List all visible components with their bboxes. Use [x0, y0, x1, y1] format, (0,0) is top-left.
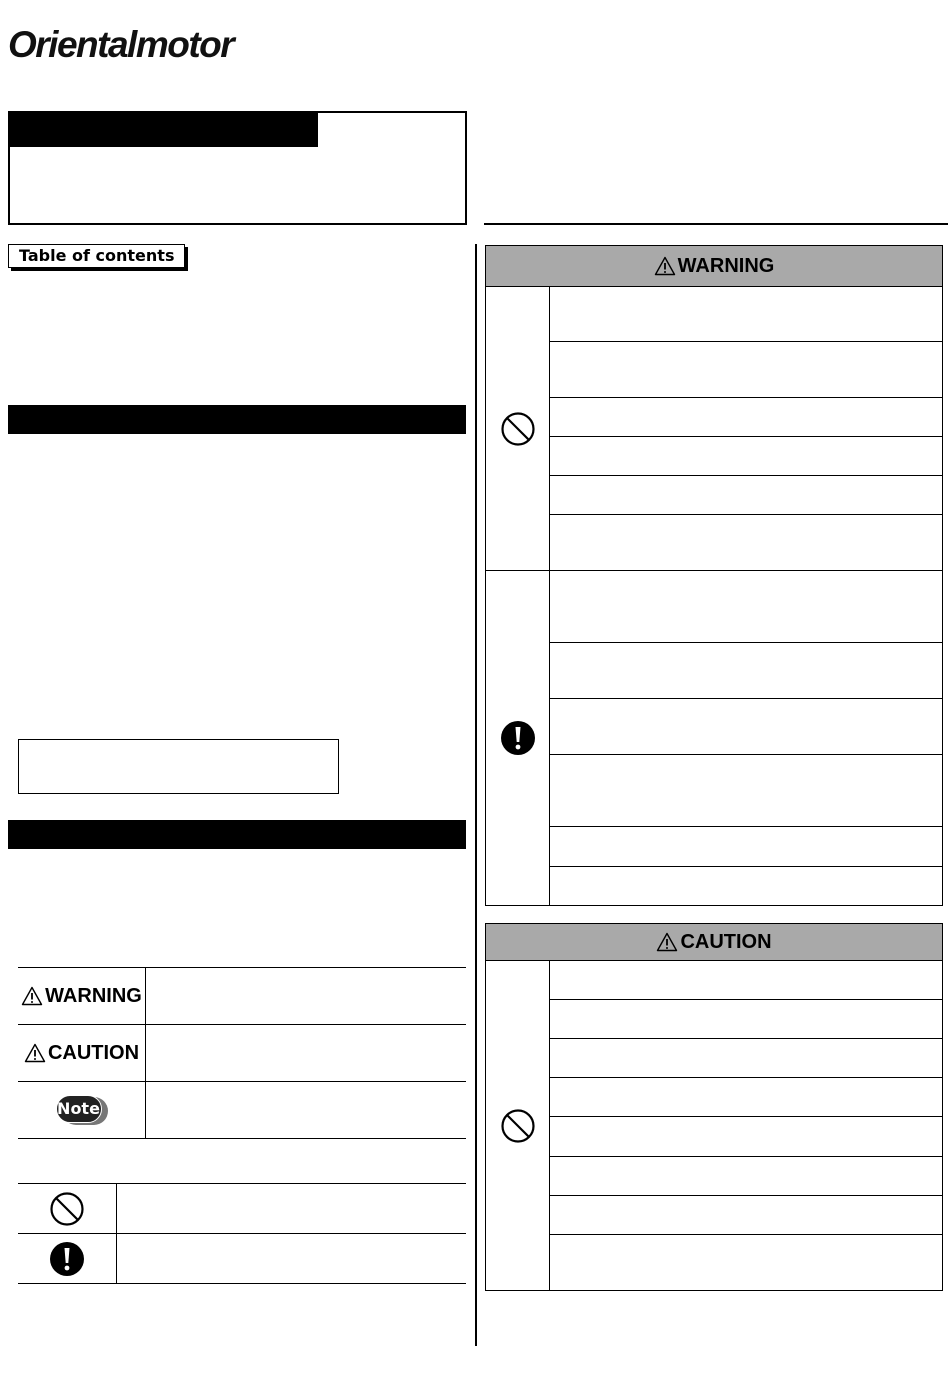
warning-header-label: WARNING — [677, 254, 775, 277]
legend-warning-label: WARNING — [45, 984, 142, 1007]
legend-symbol-cell — [18, 968, 146, 1024]
table-row — [549, 398, 942, 437]
prohibition-icon — [500, 411, 536, 447]
brand-logo: Orientalmotor — [8, 24, 234, 65]
notice-box — [18, 739, 339, 794]
mandatory-exclamation-icon — [500, 720, 536, 756]
legend-symbol-cell — [18, 1025, 146, 1081]
legend-row-note — [18, 1081, 466, 1139]
title-box — [8, 111, 467, 225]
table-row — [549, 571, 942, 643]
table-row — [549, 437, 942, 476]
legend-row-caution — [18, 1024, 466, 1081]
table-row — [549, 1039, 942, 1078]
mandatory-exclamation-icon — [49, 1241, 85, 1277]
caution-prohibited-group — [486, 961, 942, 1290]
signal-word-legend — [18, 967, 466, 1139]
warning-triangle-icon — [24, 1043, 46, 1063]
table-row — [549, 1000, 942, 1039]
warning-table-header — [486, 246, 942, 287]
icon-legend — [18, 1183, 466, 1284]
icon-legend-row-prohibition — [18, 1183, 466, 1233]
warning-prohibited-group — [486, 287, 942, 571]
caution-header-label: CAUTION — [680, 930, 772, 953]
table-row — [549, 342, 942, 398]
table-row — [549, 1196, 942, 1235]
prohibition-icon — [49, 1191, 85, 1227]
table-row — [549, 1157, 942, 1196]
table-row — [549, 867, 942, 905]
table-row — [549, 476, 942, 515]
top-divider — [484, 223, 948, 225]
note-badge-icon — [56, 1095, 108, 1125]
caution-table — [485, 923, 943, 1291]
caution-table-header — [486, 924, 942, 961]
table-row — [549, 1117, 942, 1157]
warning-mandatory-group — [486, 571, 942, 905]
title-bar — [10, 113, 318, 147]
legend-caution-label: CAUTION — [47, 1041, 140, 1064]
icon-legend-row-mandatory — [18, 1233, 466, 1284]
legend-symbol-cell — [18, 1082, 146, 1138]
warning-triangle-icon — [656, 932, 678, 952]
warning-triangle-icon — [654, 256, 676, 276]
table-row — [549, 1078, 942, 1117]
warning-table — [485, 245, 943, 906]
table-row — [549, 961, 942, 1000]
table-row — [549, 699, 942, 755]
table-row — [549, 515, 942, 570]
table-row — [549, 287, 942, 342]
legend-row-warning — [18, 967, 466, 1024]
table-row — [549, 1235, 942, 1290]
toc-label: Table of contents — [8, 244, 185, 268]
table-row — [549, 643, 942, 699]
section-bar-2 — [8, 820, 466, 849]
prohibition-icon — [500, 1108, 536, 1144]
column-divider — [475, 244, 477, 1346]
table-row — [549, 827, 942, 867]
note-badge-label: Note — [56, 1095, 102, 1123]
warning-triangle-icon — [21, 986, 43, 1006]
table-row — [549, 755, 942, 827]
section-bar-1 — [8, 405, 466, 434]
